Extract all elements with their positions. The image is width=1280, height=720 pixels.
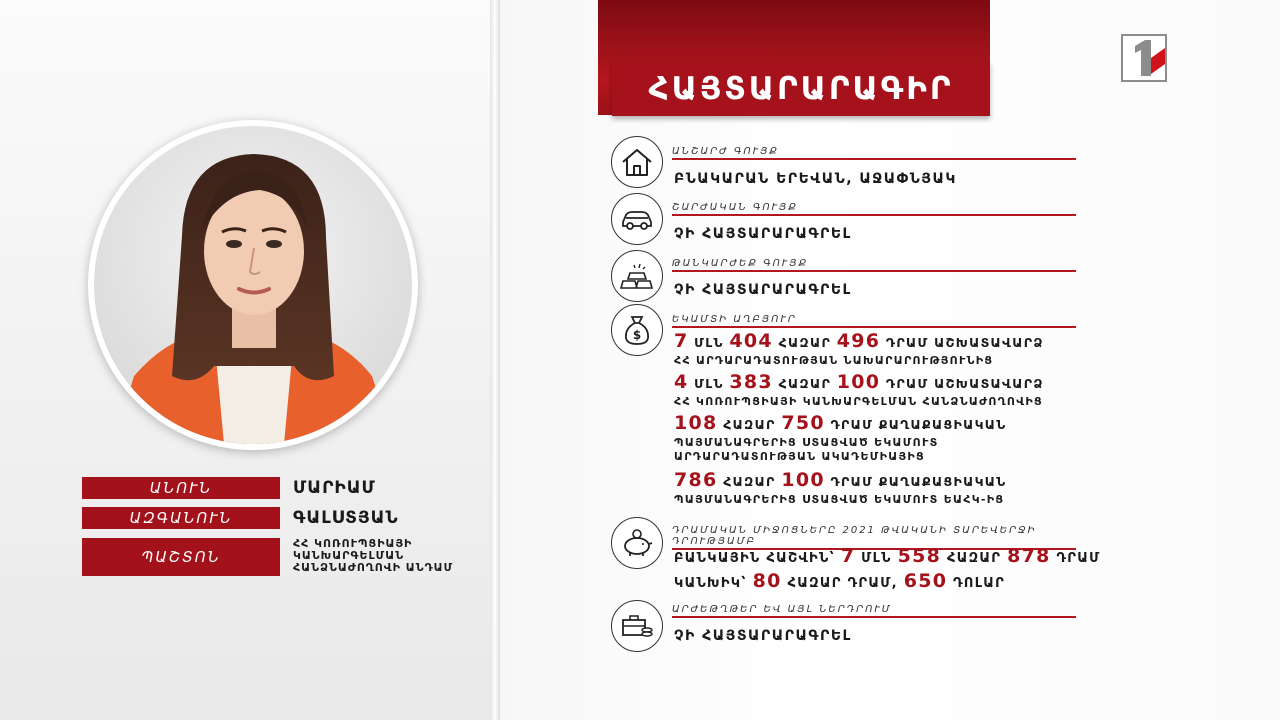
cash-text: ԴՐԱՄ bbox=[1050, 551, 1101, 566]
channel-logo bbox=[1121, 34, 1167, 82]
portrait-photo bbox=[88, 120, 418, 450]
position-line: ԿԱՆԽԱՐԳԵԼՄԱՆ bbox=[293, 549, 405, 562]
cash-bank-line bbox=[674, 545, 1101, 567]
cash-text: ՄԼՆ bbox=[855, 551, 898, 566]
name-label: ԱՆՈՒՆ bbox=[82, 477, 280, 499]
income-amount: 496 bbox=[836, 330, 881, 352]
income-unit: ԴՐԱՄ ԱՇԽԱՏԱՎԱՐՁ bbox=[880, 376, 1044, 391]
income-amount: 404 bbox=[729, 330, 773, 352]
income-unit: ԴՐԱՄ ՔԱՂԱՔԱՑԻԱԿԱՆ bbox=[824, 474, 1007, 489]
income-item bbox=[674, 469, 1007, 491]
income-amount: 383 bbox=[729, 371, 773, 393]
income-unit: ՀԱԶԱՐ bbox=[772, 335, 837, 350]
cash-heading: ԴՐԱՄԱԿԱՆ ՄԻՋՈՑՆԵՐԸ 2021 ԹՎԱԿԱՆԻ ՏԱՐԵՎԵՐՋԻ ԴՐՈՒԹՅԱՄԲ bbox=[672, 525, 1076, 550]
portrait-image bbox=[94, 126, 412, 444]
cash-amount: 80 bbox=[752, 570, 782, 592]
cash-hand-line bbox=[674, 570, 1005, 592]
income-amount: 4 bbox=[674, 371, 689, 393]
position-value bbox=[293, 538, 453, 574]
panel-divider bbox=[490, 0, 500, 720]
position-line: ՀԱՆՁՆԱԺՈՂՈՎԻ ԱՆԴԱՄ bbox=[293, 561, 454, 574]
income-item bbox=[674, 330, 1044, 352]
cash-text: ԿԱՆԽԻԿ՝ bbox=[674, 576, 753, 591]
cash-amount: 7 bbox=[840, 545, 856, 567]
real-estate-heading: ԱՆՇԱՐԺ ԳՈՒՅՔ bbox=[672, 146, 1076, 160]
name-value: ՄԱՐԻԱՄ bbox=[293, 478, 376, 498]
income-source: ՊԱՅՄԱՆԱԳՐԵՐԻՑ ՍՏԱՑՎԱԾ ԵԿԱՄՈՒՏ ԵԱՀԿ-ԻՑ bbox=[674, 493, 1005, 506]
gold-bars-icon bbox=[611, 250, 663, 302]
cash-text: ՀԱԶԱՐ ԴՐԱՄ, bbox=[781, 576, 904, 591]
cash-amount: 878 bbox=[1007, 545, 1051, 567]
car-icon bbox=[611, 193, 663, 245]
income-amount: 100 bbox=[781, 469, 825, 491]
income-source: ՊԱՅՄԱՆԱԳՐԵՐԻՑ ՍՏԱՑՎԱԾ ԵԿԱՄՈՒՏ bbox=[674, 436, 939, 449]
income-unit: ՀԱԶԱՐ bbox=[717, 474, 782, 489]
cash-text: ԴՈԼԱՐ bbox=[947, 576, 1006, 591]
cash-text: ԲԱՆԿԱՅԻՆ ՀԱՇՎԻՆ՝ bbox=[674, 551, 841, 566]
income-unit: ՄԼՆ bbox=[688, 335, 730, 350]
income-unit: ՀԱԶԱՐ bbox=[772, 376, 837, 391]
income-source: ՀՀ ԱՐԴԱՐԱԴԱՏՈՒԹՅԱՆ ՆԱԽԱՐԱՐՈՒԹՅՈՒՆԻՑ bbox=[674, 354, 994, 367]
briefcase-coins-icon bbox=[611, 600, 663, 652]
house-icon bbox=[611, 136, 663, 188]
position-line: ՀՀ ԿՈՌՈՒՊՑԻԱՅԻ bbox=[293, 537, 413, 550]
valuables-value: ՉԻ ՀԱՅՏԱՐԱՐԱԳՐԵԼ bbox=[674, 282, 852, 298]
valuables-heading: ԹԱՆԿԱՐԺԵՔ ԳՈՒՅՔ bbox=[672, 258, 1076, 272]
movable-value: ՉԻ ՀԱՅՏԱՐԱՐԱԳՐԵԼ bbox=[674, 226, 852, 242]
income-amount: 108 bbox=[674, 412, 718, 434]
income-item bbox=[674, 412, 1007, 434]
income-unit: ՀԱԶԱՐ bbox=[717, 417, 782, 432]
page-title: ՀԱՅՏԱՐԱՐԱԳԻՐ bbox=[612, 62, 990, 116]
svg-text:$: $ bbox=[632, 328, 642, 342]
surname-value: ԳԱԼՍՏՅԱՆ bbox=[293, 508, 399, 528]
income-source: ՀՀ ԿՈՌՈՒՊՑԻԱՅԻ ԿԱՆԽԱՐԳԵԼՄԱՆ ՀԱՆՁՆԱԺՈՂՈՎԻՑ bbox=[674, 395, 1044, 408]
income-amount: 786 bbox=[674, 469, 718, 491]
income-item bbox=[674, 371, 1044, 393]
income-unit: ԴՐԱՄ ԱՇԽԱՏԱՎԱՐՁ bbox=[880, 335, 1044, 350]
income-unit: ԴՐԱՄ ՔԱՂԱՔԱՑԻԱԿԱՆ bbox=[824, 417, 1007, 432]
real-estate-value: ԲՆԱԿԱՐԱՆ ԵՐԵՎԱՆ, ԱՋԱՓՆՅԱԿ bbox=[674, 171, 957, 187]
income-amount: 100 bbox=[836, 371, 881, 393]
securities-heading: ԱՐԺԵԹՂԹԵՐ ԵՎ ԱՅԼ ՆԵՐԴՐՈՒՄ bbox=[672, 604, 1076, 618]
money-bag-icon bbox=[611, 304, 663, 356]
piggy-bank-icon bbox=[611, 517, 663, 569]
movable-heading: ՇԱՐԺԱԿԱՆ ԳՈՒՅՔ bbox=[672, 202, 1076, 216]
income-amount: 750 bbox=[781, 412, 825, 434]
cash-amount: 650 bbox=[903, 570, 948, 592]
income-heading: ԵԿԱՄՏԻ ԱՂԲՅՈՒՐ bbox=[672, 314, 1076, 328]
securities-value: ՉԻ ՀԱՅՏԱՐԱՐԱԳՐԵԼ bbox=[674, 628, 852, 644]
income-amount: 7 bbox=[674, 330, 689, 352]
position-label: ՊԱՇՏՈՆ bbox=[82, 538, 280, 576]
income-unit: ՄԼՆ bbox=[688, 376, 730, 391]
income-source: ԱՐԴԱՐԱԴԱՏՈՒԹՅԱՆ ԱԿԱԴԵՄԻԱՅԻՑ bbox=[674, 450, 926, 463]
cash-amount: 558 bbox=[897, 545, 942, 567]
surname-label: ԱԶԳԱՆՈՒՆ bbox=[82, 507, 280, 529]
cash-text: ՀԱԶԱՐ bbox=[941, 551, 1008, 566]
